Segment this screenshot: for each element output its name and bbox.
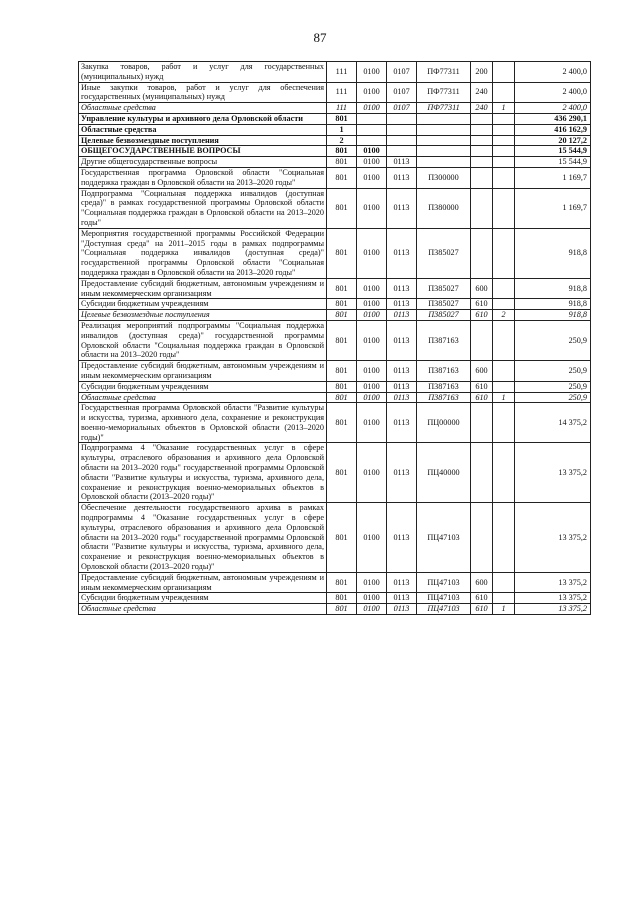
cell-target-article: ПЦ47103 bbox=[417, 572, 471, 593]
cell-section: 0100 bbox=[357, 62, 387, 83]
cell-name: Субсидии бюджетным учреждениям bbox=[79, 381, 327, 392]
cell-admin-code: 1 bbox=[327, 124, 357, 135]
cell-target-article: П385027 bbox=[417, 228, 471, 278]
cell-subsection: 0113 bbox=[387, 503, 417, 573]
table-row bbox=[79, 604, 591, 615]
cell-target-article bbox=[417, 113, 471, 124]
cell-section: 0100 bbox=[357, 157, 387, 168]
cell-section: 0100 bbox=[357, 320, 387, 360]
cell-source-code bbox=[493, 146, 515, 157]
cell-source-code bbox=[493, 320, 515, 360]
cell-name: Государственная программа Орловской области "Развитие культуры и искусства, туризма, архивного дела, сохранение и реконструкция военно-мемориальных объектов в Орловской области (2013–2020 годы)" bbox=[79, 403, 327, 443]
cell-source-code bbox=[493, 188, 515, 228]
cell-expense-type: 200 bbox=[471, 62, 493, 83]
cell-amount: 918,8 bbox=[515, 310, 591, 321]
cell-section: 0100 bbox=[357, 228, 387, 278]
cell-section: 0100 bbox=[357, 443, 387, 503]
cell-name: ОБЩЕГОСУДАРСТВЕННЫЕ ВОПРОСЫ bbox=[79, 146, 327, 157]
cell-amount: 13 375,2 bbox=[515, 593, 591, 604]
cell-admin-code: 801 bbox=[327, 167, 357, 188]
cell-target-article bbox=[417, 157, 471, 168]
cell-admin-code: 801 bbox=[327, 310, 357, 321]
page-number: 87 bbox=[313, 30, 327, 45]
cell-amount: 2 400,0 bbox=[515, 62, 591, 83]
cell-admin-code: 801 bbox=[327, 572, 357, 593]
cell-admin-code: 801 bbox=[327, 361, 357, 382]
cell-subsection: 0113 bbox=[387, 310, 417, 321]
cell-section bbox=[357, 113, 387, 124]
cell-admin-code: 801 bbox=[327, 443, 357, 503]
cell-expense-type: 600 bbox=[471, 278, 493, 299]
cell-subsection: 0113 bbox=[387, 228, 417, 278]
cell-admin-code: 801 bbox=[327, 403, 357, 443]
table-row bbox=[79, 299, 591, 310]
cell-target-article: П300000 bbox=[417, 167, 471, 188]
cell-expense-type: 610 bbox=[471, 604, 493, 615]
cell-section: 0100 bbox=[357, 503, 387, 573]
cell-target-article: ПЦ47103 bbox=[417, 604, 471, 615]
cell-name: Иные закупки товаров, работ и услуг для обеспечения государственных (муниципальных) нужд bbox=[79, 82, 327, 103]
cell-subsection: 0113 bbox=[387, 361, 417, 382]
cell-section: 0100 bbox=[357, 572, 387, 593]
cell-name: Областные средства bbox=[79, 604, 327, 615]
cell-expense-type bbox=[471, 146, 493, 157]
table-row bbox=[79, 403, 591, 443]
cell-section: 0100 bbox=[357, 361, 387, 382]
cell-target-article: П380000 bbox=[417, 188, 471, 228]
table-row bbox=[79, 62, 591, 83]
table-row bbox=[79, 320, 591, 360]
cell-expense-type bbox=[471, 443, 493, 503]
cell-amount: 13 375,2 bbox=[515, 572, 591, 593]
cell-admin-code: 801 bbox=[327, 113, 357, 124]
cell-subsection: 0107 bbox=[387, 62, 417, 83]
cell-admin-code: 801 bbox=[327, 157, 357, 168]
cell-amount: 250,9 bbox=[515, 320, 591, 360]
cell-expense-type: 240 bbox=[471, 103, 493, 114]
cell-expense-type: 610 bbox=[471, 593, 493, 604]
cell-expense-type bbox=[471, 167, 493, 188]
cell-source-code bbox=[493, 135, 515, 146]
table-row bbox=[79, 381, 591, 392]
cell-section: 0100 bbox=[357, 392, 387, 403]
cell-target-article: ПФ77311 bbox=[417, 82, 471, 103]
cell-subsection: 0113 bbox=[387, 278, 417, 299]
table-row bbox=[79, 310, 591, 321]
cell-target-article bbox=[417, 146, 471, 157]
cell-subsection: 0113 bbox=[387, 593, 417, 604]
cell-amount: 918,8 bbox=[515, 228, 591, 278]
cell-source-code bbox=[493, 113, 515, 124]
cell-admin-code: 801 bbox=[327, 320, 357, 360]
cell-subsection: 0113 bbox=[387, 572, 417, 593]
cell-name: Мероприятия государственной программы Российской Федерации "Доступная среда" на 2011–2015 годы в рамках подпрограммы "Социальная поддержка инвалидов (доступная среда)" государственной программы Орловской области "Социальная поддержка граждан в Орловской области на 2013–2020 годы" bbox=[79, 228, 327, 278]
cell-expense-type: 600 bbox=[471, 361, 493, 382]
cell-target-article: ПЦ47103 bbox=[417, 593, 471, 604]
cell-target-article: П387163 bbox=[417, 381, 471, 392]
cell-target-article: ПФ77311 bbox=[417, 103, 471, 114]
table-row bbox=[79, 124, 591, 135]
cell-amount: 250,9 bbox=[515, 361, 591, 382]
cell-section: 0100 bbox=[357, 167, 387, 188]
table-row bbox=[79, 82, 591, 103]
cell-source-code bbox=[493, 278, 515, 299]
cell-target-article: ПЦ00000 bbox=[417, 403, 471, 443]
cell-admin-code: 801 bbox=[327, 604, 357, 615]
cell-admin-code: 2 bbox=[327, 135, 357, 146]
cell-admin-code: 801 bbox=[327, 228, 357, 278]
cell-target-article: ПЦ40000 bbox=[417, 443, 471, 503]
table-row bbox=[79, 103, 591, 114]
table-row bbox=[79, 361, 591, 382]
cell-expense-type bbox=[471, 320, 493, 360]
cell-subsection: 0113 bbox=[387, 167, 417, 188]
cell-section: 0100 bbox=[357, 381, 387, 392]
cell-name: Субсидии бюджетным учреждениям bbox=[79, 299, 327, 310]
cell-target-article: ПФ77311 bbox=[417, 62, 471, 83]
cell-subsection: 0113 bbox=[387, 320, 417, 360]
cell-subsection: 0113 bbox=[387, 604, 417, 615]
cell-source-code bbox=[493, 593, 515, 604]
cell-section: 0100 bbox=[357, 299, 387, 310]
table-row bbox=[79, 443, 591, 503]
cell-admin-code: 801 bbox=[327, 299, 357, 310]
cell-admin-code: 801 bbox=[327, 278, 357, 299]
cell-admin-code: 801 bbox=[327, 392, 357, 403]
cell-section bbox=[357, 135, 387, 146]
cell-name: Подпрограмма "Социальная поддержка инвалидов (доступная среда)" в рамках государственной программы Орловской области "Социальная поддержка граждан в Орловской области на 2013–2020 годы" bbox=[79, 188, 327, 228]
cell-name: Управление культуры и архивного дела Орловской области bbox=[79, 113, 327, 124]
cell-section: 0100 bbox=[357, 82, 387, 103]
cell-target-article bbox=[417, 124, 471, 135]
cell-source-code bbox=[493, 62, 515, 83]
budget-table bbox=[78, 61, 591, 615]
cell-amount: 436 290,1 bbox=[515, 113, 591, 124]
cell-target-article bbox=[417, 135, 471, 146]
cell-admin-code: 111 bbox=[327, 103, 357, 114]
cell-source-code bbox=[493, 403, 515, 443]
cell-amount: 416 162,9 bbox=[515, 124, 591, 135]
cell-name: Областные средства bbox=[79, 124, 327, 135]
cell-amount: 13 375,2 bbox=[515, 503, 591, 573]
cell-expense-type bbox=[471, 228, 493, 278]
cell-amount: 918,8 bbox=[515, 278, 591, 299]
cell-admin-code: 801 bbox=[327, 593, 357, 604]
cell-subsection bbox=[387, 113, 417, 124]
cell-expense-type bbox=[471, 113, 493, 124]
cell-name: Другие общегосударственные вопросы bbox=[79, 157, 327, 168]
cell-expense-type: 610 bbox=[471, 299, 493, 310]
cell-section: 0100 bbox=[357, 188, 387, 228]
cell-amount: 250,9 bbox=[515, 392, 591, 403]
cell-target-article: ПЦ47103 bbox=[417, 503, 471, 573]
cell-source-code: 2 bbox=[493, 310, 515, 321]
cell-section: 0100 bbox=[357, 403, 387, 443]
cell-expense-type bbox=[471, 403, 493, 443]
cell-subsection: 0113 bbox=[387, 188, 417, 228]
cell-expense-type: 610 bbox=[471, 381, 493, 392]
cell-admin-code: 801 bbox=[327, 146, 357, 157]
cell-admin-code: 111 bbox=[327, 82, 357, 103]
cell-section: 0100 bbox=[357, 146, 387, 157]
cell-source-code bbox=[493, 167, 515, 188]
cell-expense-type: 600 bbox=[471, 572, 493, 593]
cell-name: Государственная программа Орловской области "Социальная поддержка граждан в Орловской области на 2013–2020 годы" bbox=[79, 167, 327, 188]
table-row bbox=[79, 392, 591, 403]
cell-amount: 14 375,2 bbox=[515, 403, 591, 443]
cell-subsection bbox=[387, 124, 417, 135]
cell-name: Предоставление субсидий бюджетным, автономным учреждениям и иным некоммерческим организациям bbox=[79, 278, 327, 299]
cell-subsection: 0107 bbox=[387, 103, 417, 114]
cell-name: Субсидии бюджетным учреждениям bbox=[79, 593, 327, 604]
cell-section: 0100 bbox=[357, 278, 387, 299]
cell-amount: 13 375,2 bbox=[515, 443, 591, 503]
cell-name: Целевые безвозмездные поступления bbox=[79, 135, 327, 146]
cell-subsection: 0113 bbox=[387, 403, 417, 443]
cell-name: Предоставление субсидий бюджетным, автономным учреждениям и иным некоммерческим организациям bbox=[79, 361, 327, 382]
cell-target-article: П387163 bbox=[417, 392, 471, 403]
cell-source-code bbox=[493, 381, 515, 392]
cell-name: Реализация мероприятий подпрограммы "Социальная поддержка инвалидов (доступная среда)" государственной программы Орловской области "Социальная поддержка граждан в Орловской области на 2013–2020 годы" bbox=[79, 320, 327, 360]
cell-admin-code: 111 bbox=[327, 62, 357, 83]
cell-subsection: 0113 bbox=[387, 443, 417, 503]
cell-expense-type bbox=[471, 188, 493, 228]
cell-expense-type: 610 bbox=[471, 392, 493, 403]
cell-source-code bbox=[493, 361, 515, 382]
cell-subsection: 0107 bbox=[387, 82, 417, 103]
table-row bbox=[79, 572, 591, 593]
table-row bbox=[79, 228, 591, 278]
cell-source-code bbox=[493, 157, 515, 168]
cell-source-code bbox=[493, 443, 515, 503]
table-row bbox=[79, 278, 591, 299]
cell-amount: 20 127,2 bbox=[515, 135, 591, 146]
cell-amount: 15 544,9 bbox=[515, 146, 591, 157]
table-row bbox=[79, 593, 591, 604]
cell-name: Предоставление субсидий бюджетным, автономным учреждениям и иным некоммерческим организациям bbox=[79, 572, 327, 593]
cell-target-article: П385027 bbox=[417, 310, 471, 321]
cell-subsection: 0113 bbox=[387, 392, 417, 403]
cell-source-code bbox=[493, 82, 515, 103]
cell-name: Целевые безвозмездные поступления bbox=[79, 310, 327, 321]
cell-section: 0100 bbox=[357, 103, 387, 114]
cell-section: 0100 bbox=[357, 310, 387, 321]
table-row bbox=[79, 157, 591, 168]
table-row bbox=[79, 135, 591, 146]
cell-name: Обеспечение деятельности государственного архива в рамках подпрограммы 4 "Оказание государственных услуг в сфере культуры, отраслевого образования и архивного дела Орловской области на 2013–2020 годы" государственной программы Орловской области "Развитие культуры и искусства, туризма, архивного дела, сохранение и реконструкция военно-мемориальных объектов в Орловской области (2013–2020 годы)" bbox=[79, 503, 327, 573]
table-row bbox=[79, 503, 591, 573]
cell-subsection bbox=[387, 146, 417, 157]
cell-target-article: П385027 bbox=[417, 278, 471, 299]
cell-target-article: П387163 bbox=[417, 320, 471, 360]
table-row bbox=[79, 146, 591, 157]
cell-subsection: 0113 bbox=[387, 381, 417, 392]
cell-amount: 1 169,7 bbox=[515, 188, 591, 228]
table-row bbox=[79, 167, 591, 188]
cell-amount: 1 169,7 bbox=[515, 167, 591, 188]
cell-source-code bbox=[493, 503, 515, 573]
cell-expense-type bbox=[471, 124, 493, 135]
cell-section: 0100 bbox=[357, 593, 387, 604]
cell-source-code: 1 bbox=[493, 103, 515, 114]
cell-expense-type bbox=[471, 157, 493, 168]
cell-section bbox=[357, 124, 387, 135]
cell-source-code bbox=[493, 124, 515, 135]
cell-source-code: 1 bbox=[493, 392, 515, 403]
budget-table-body bbox=[79, 62, 591, 615]
cell-source-code bbox=[493, 299, 515, 310]
table-row bbox=[79, 113, 591, 124]
cell-admin-code: 801 bbox=[327, 503, 357, 573]
cell-target-article: П385027 bbox=[417, 299, 471, 310]
cell-admin-code: 801 bbox=[327, 381, 357, 392]
cell-amount: 2 400,0 bbox=[515, 82, 591, 103]
cell-amount: 15 544,9 bbox=[515, 157, 591, 168]
cell-amount: 918,8 bbox=[515, 299, 591, 310]
cell-section: 0100 bbox=[357, 604, 387, 615]
cell-subsection bbox=[387, 135, 417, 146]
cell-expense-type: 240 bbox=[471, 82, 493, 103]
cell-subsection: 0113 bbox=[387, 157, 417, 168]
cell-amount: 2 400,0 bbox=[515, 103, 591, 114]
cell-name: Областные средства bbox=[79, 103, 327, 114]
table-row bbox=[79, 188, 591, 228]
cell-source-code bbox=[493, 572, 515, 593]
cell-amount: 250,9 bbox=[515, 381, 591, 392]
cell-expense-type: 610 bbox=[471, 310, 493, 321]
cell-name: Областные средства bbox=[79, 392, 327, 403]
cell-source-code: 1 bbox=[493, 604, 515, 615]
cell-expense-type bbox=[471, 503, 493, 573]
cell-amount: 13 375,2 bbox=[515, 604, 591, 615]
cell-name: Закупка товаров, работ и услуг для государственных (муниципальных) нужд bbox=[79, 62, 327, 83]
cell-expense-type bbox=[471, 135, 493, 146]
cell-target-article: П387163 bbox=[417, 361, 471, 382]
cell-source-code bbox=[493, 228, 515, 278]
cell-admin-code: 801 bbox=[327, 188, 357, 228]
cell-name: Подпрограмма 4 "Оказание государственных услуг в сфере культуры, отраслевого образования и архивного дела Орловской области на 2013–2020 годы" государственной программы Орловской области "Развитие культуры и искусства, туризма, архивного дела, сохранение и реконструкция военно-мемориальных объектов в Орловской области (2013–2020 годы)" bbox=[79, 443, 327, 503]
cell-subsection: 0113 bbox=[387, 299, 417, 310]
